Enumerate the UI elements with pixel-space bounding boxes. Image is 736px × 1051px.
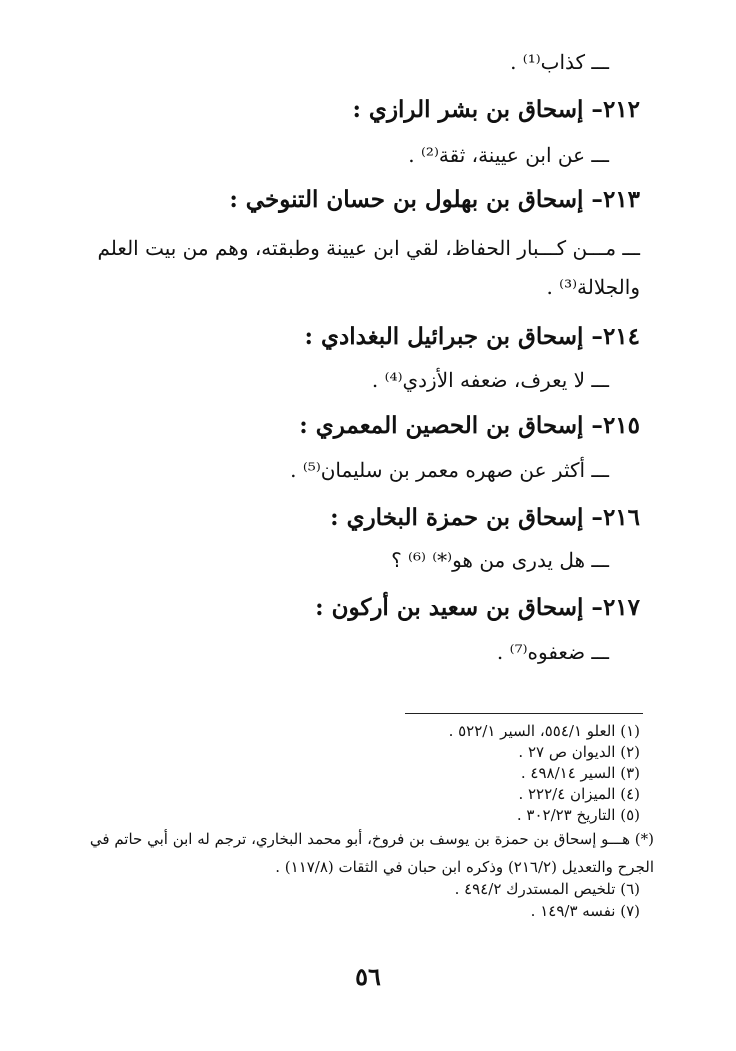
entry-215-heading: ٢١٥– إسحاق بن الحصين المعمري : bbox=[299, 412, 640, 439]
footnote-5: (٥) التاريخ ٣٠٢/٢٣ . bbox=[516, 806, 640, 824]
footnote-star-line1: (*) هـــو إسحاق بن حمزة بن يوسف بن فروخ، أبو محمد البخاري، ترجم له ابن أبي حاتم في bbox=[89, 830, 654, 848]
entry-217-heading: ٢١٧– إسحاق بن سعيد بن أركون : bbox=[315, 594, 640, 621]
entry-216-heading: ٢١٦– إسحاق بن حمزة البخاري : bbox=[330, 504, 640, 531]
footnote-star-line2: الجرح والتعديل (٢١٦/٢) وذكره ابن حبان في الثقات (١١٧/٨) . bbox=[275, 858, 654, 876]
footnote-3: (٣) السير ٤٩٨/١٤ . bbox=[520, 764, 640, 782]
entry-212-text: ـــ عن ابن عيينة، ثقة⁽²⁾ . bbox=[408, 143, 609, 167]
entry-213-text-line1: ـــ مـــن كـــبار الحفاظ، لقي ابن عيينة وطبقته، وهم من بيت العلم bbox=[97, 236, 640, 260]
entry-211-text: ـــ كذاب⁽¹⁾ . bbox=[510, 50, 609, 74]
footnote-2: (٢) الديوان ص ٢٧ . bbox=[518, 743, 640, 761]
entry-215-text: ـــ أكثر عن صهره معمر بن سليمان⁽⁵⁾ . bbox=[290, 458, 609, 482]
entry-213-heading: ٢١٣– إسحاق بن بهلول بن حسان التنوخي : bbox=[229, 186, 640, 213]
footnote-separator bbox=[405, 713, 643, 714]
entry-213-text-line2: والجلالة⁽³⁾ . bbox=[546, 275, 640, 299]
footnote-1: (١) العلو ٥٥٤/١، السير ٥٢٢/١ . bbox=[448, 722, 640, 740]
entry-212-heading: ٢١٢– إسحاق بن بشر الرازي : bbox=[352, 96, 640, 123]
footnote-7: (٧) نفسه ١٤٩/٣ . bbox=[530, 902, 640, 920]
entry-214-text: ـــ لا يعرف، ضعفه الأزدي⁽⁴⁾ . bbox=[371, 368, 609, 392]
footnote-6: (٦) تلخيص المستدرك ٤٩٤/٢ . bbox=[454, 880, 640, 898]
entry-214-heading: ٢١٤– إسحاق بن جبرائيل البغدادي : bbox=[304, 323, 640, 350]
entry-217-text: ـــ ضعفوه⁽⁷⁾ . bbox=[496, 640, 609, 664]
page-number: ٥٦ bbox=[355, 962, 381, 991]
entry-216-text: ـــ هل يدرى من هو⁽*⁾ ⁽⁶⁾ ؟ bbox=[391, 548, 609, 572]
footnote-4: (٤) الميزان ٢٢٢/٤ . bbox=[518, 785, 640, 803]
